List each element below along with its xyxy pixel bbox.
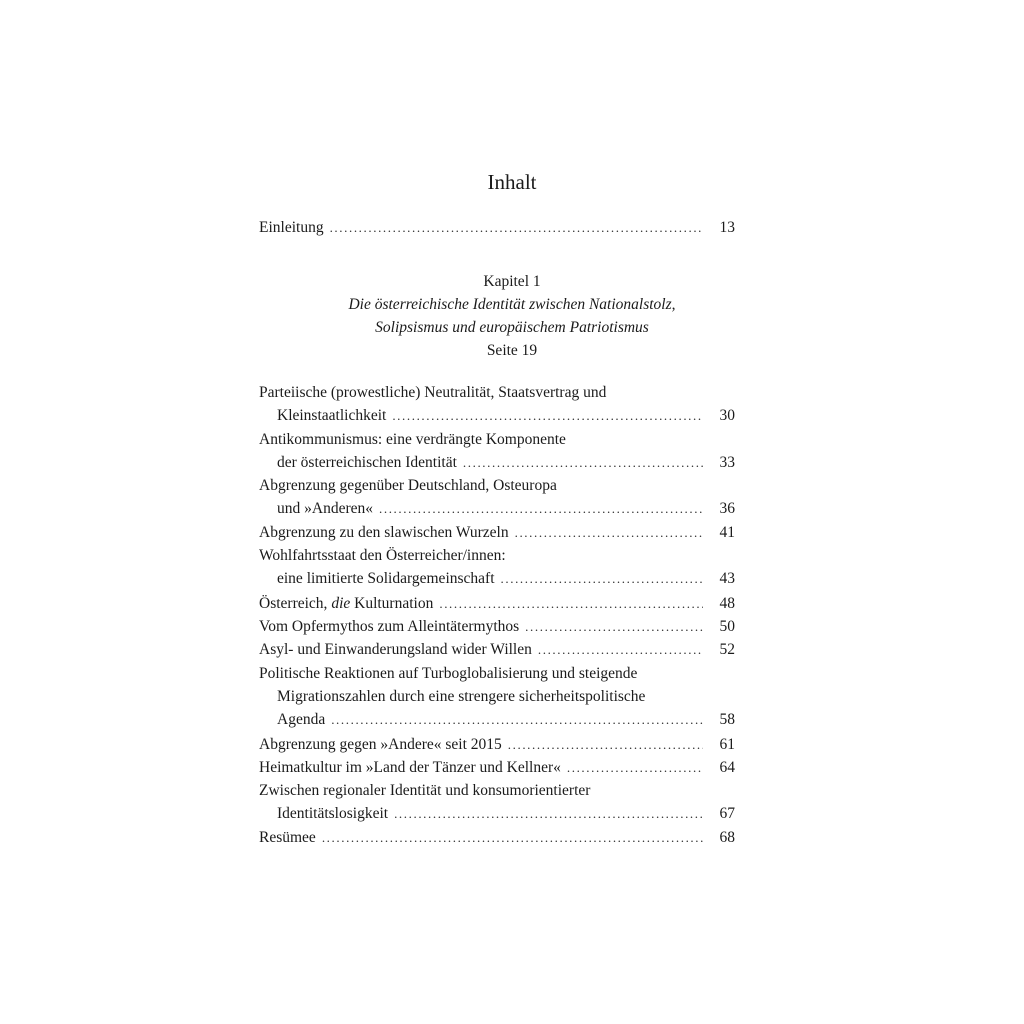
toc-entry: [259, 544, 735, 590]
toc-entry-label: und »Anderen«: [277, 500, 373, 517]
toc-entry: [259, 733, 735, 756]
toc-entry-intro: [259, 216, 735, 239]
toc-page-number: 48: [719, 595, 735, 612]
toc-entry-label: Abgrenzung gegen »Andere« seit 2015: [259, 736, 502, 753]
dot-leader: [330, 216, 703, 239]
chapter-title-line: Die österreichische Identität zwischen Nationalstolz,: [348, 296, 676, 313]
chapter-label: Kapitel 1: [483, 273, 541, 290]
toc-entry-label: Politische Reaktionen auf Turboglobalisierung und steigende: [259, 665, 638, 682]
toc-entry-label: Asyl- und Einwanderungsland wider Willen: [259, 641, 532, 658]
toc-entry-label: Abgrenzung zu den slawischen Wurzeln: [259, 524, 509, 541]
dot-leader: [501, 567, 703, 590]
toc-entry-label: Wohlfahrtsstaat den Österreicher/innen:: [259, 547, 506, 564]
toc-entry-label: Migrationszahlen durch eine strengere sicherheitspolitische: [277, 688, 646, 705]
toc-page-number: 30: [719, 407, 735, 424]
toc-page-number: 43: [719, 570, 735, 587]
page-title: Inhalt: [487, 170, 537, 194]
dot-leader: [439, 592, 703, 615]
toc-entry-label: eine limitierte Solidargemeinschaft: [277, 570, 495, 587]
toc-entry: [259, 779, 735, 825]
toc-page-number: 67: [719, 805, 735, 822]
toc-page-number: 36: [719, 500, 735, 517]
toc-entry-label: Identitätslosigkeit: [277, 805, 389, 822]
toc-entry-label: Antikommunismus: eine verdrängte Komponente: [259, 431, 566, 448]
toc-entry-label: Zwischen regionaler Identität und konsumorientierter: [259, 782, 591, 799]
toc-entry-label: Parteiische (prowestliche) Neutralität, Staatsvertrag und: [259, 384, 607, 401]
toc-entry-label: Resümee: [259, 829, 316, 846]
dot-leader: [538, 638, 703, 661]
toc-entry: [259, 381, 735, 427]
dot-leader: [322, 826, 703, 849]
toc-page-number: 68: [719, 829, 735, 846]
toc-entry-label: Vom Opfermythos zum Alleintätermythos: [259, 618, 520, 635]
toc-entry: [259, 615, 735, 638]
toc-entry: [259, 756, 735, 779]
toc-entry-label: der österreichischen Identität: [277, 454, 457, 471]
dot-leader: [379, 497, 703, 520]
toc-page-number: 33: [719, 454, 735, 471]
toc-entry-label: Agenda: [277, 711, 326, 728]
toc-entry-label: Kleinstaatlichkeit: [277, 407, 387, 424]
chapter-page-label: Seite 19: [486, 342, 538, 359]
toc-entry-label: Abgrenzung gegenüber Deutschland, Osteuropa: [259, 477, 557, 494]
dot-leader: [463, 451, 703, 474]
toc-page-number: 13: [719, 219, 735, 236]
toc-page-number: 50: [719, 618, 735, 635]
toc-page-number: 61: [719, 736, 735, 753]
toc-entry: [259, 826, 735, 849]
toc-entry: [259, 638, 735, 661]
dot-leader: [331, 708, 703, 731]
dot-leader: [515, 521, 703, 544]
dot-leader: [508, 733, 703, 756]
toc-page-number: 64: [719, 759, 735, 776]
chapter-title-line: Solipsismus und europäischem Patriotismus: [375, 319, 649, 336]
dot-leader: [394, 802, 703, 825]
toc-entry-label: Einleitung: [259, 219, 324, 236]
chapter-heading: [0, 270, 1024, 362]
dot-leader: [525, 615, 703, 638]
toc-entry-label: Österreich, die Kulturnation: [259, 595, 434, 612]
toc-page-number: 58: [719, 711, 735, 728]
toc-entry: [259, 521, 735, 544]
toc-entry-label: Heimatkultur im »Land der Tänzer und Kellner«: [259, 759, 561, 776]
toc-page-number: 41: [719, 524, 735, 541]
dot-leader: [392, 404, 703, 427]
toc-entry: [259, 474, 735, 520]
toc-entry: [259, 662, 735, 731]
toc-entry: [259, 592, 735, 615]
toc-entry: [259, 428, 735, 474]
toc-page-number: 52: [719, 641, 735, 658]
dot-leader: [567, 756, 703, 779]
